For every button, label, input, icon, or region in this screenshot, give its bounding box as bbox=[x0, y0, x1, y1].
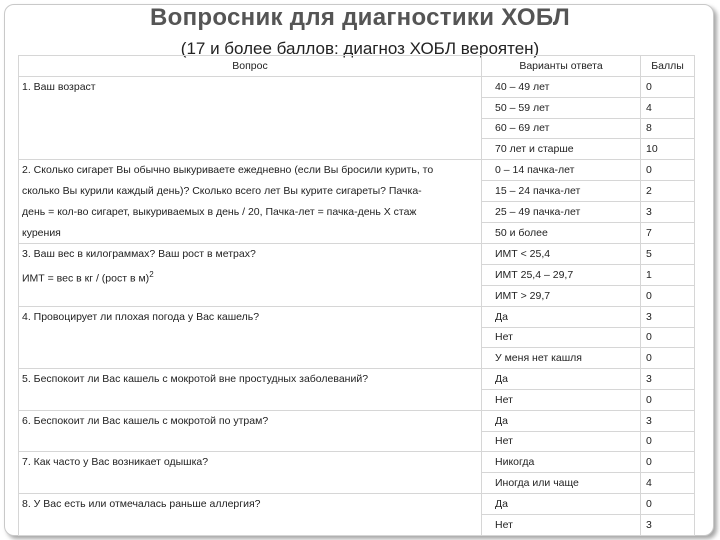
question-cell bbox=[19, 77, 482, 160]
table-row bbox=[19, 410, 695, 431]
header-question: Вопрос bbox=[19, 56, 482, 77]
points-value: 7 bbox=[641, 223, 695, 244]
answer-option: ИМТ 25,4 – 29,7 bbox=[482, 265, 641, 286]
question-text-line: 3. Ваш вес в килограммах? Ваш рост в метрах? bbox=[22, 248, 256, 261]
points-value: 10 bbox=[641, 139, 695, 160]
answer-option: 40 – 49 лет bbox=[482, 77, 641, 98]
points-value: 0 bbox=[641, 348, 695, 369]
answer-option: Иногда или чаще bbox=[482, 473, 641, 494]
questionnaire-table bbox=[18, 55, 695, 536]
points-value: 0 bbox=[641, 327, 695, 348]
points-value: 0 bbox=[641, 285, 695, 306]
question-text-line: сколько Вы курили каждый день)? Сколько всего лет Вы курите сигареты? Пачка- bbox=[22, 184, 422, 197]
points-value: 0 bbox=[641, 389, 695, 410]
points-value: 0 bbox=[641, 160, 695, 181]
answer-option: Нет bbox=[482, 327, 641, 348]
question-text-line: курения bbox=[22, 226, 61, 239]
points-value: 0 bbox=[641, 452, 695, 473]
answer-option: Нет bbox=[482, 389, 641, 410]
question-cell bbox=[19, 244, 482, 306]
answer-option: 70 лет и старше bbox=[482, 139, 641, 160]
table-row bbox=[19, 160, 695, 181]
table-header-row bbox=[19, 56, 695, 77]
points-value: 3 bbox=[641, 514, 695, 535]
table-row bbox=[19, 77, 695, 98]
points-value: 4 bbox=[641, 473, 695, 494]
points-value: 5 bbox=[641, 244, 695, 265]
answer-option: 15 – 24 пачка-лет bbox=[482, 181, 641, 202]
question-text-line: 4. Провоцирует ли плохая погода у Вас кашель? bbox=[22, 310, 260, 323]
points-value: 0 bbox=[641, 431, 695, 452]
question-cell bbox=[19, 410, 482, 452]
answer-option: ИМТ > 29,7 bbox=[482, 285, 641, 306]
answer-option: 50 – 59 лет bbox=[482, 97, 641, 118]
question-cell bbox=[19, 369, 482, 411]
points-value: 3 bbox=[641, 306, 695, 327]
page-title: Вопросник для диагностики ХОБЛ bbox=[150, 4, 570, 31]
answer-option: Нет bbox=[482, 514, 641, 535]
header-answers: Варианты ответа bbox=[482, 56, 641, 77]
question-text-line: день = кол-во сигарет, выкуриваемых в день / 20, Пачка-лет = пачка-день Х стаж bbox=[22, 205, 417, 218]
points-value: 1 bbox=[641, 265, 695, 286]
answer-option: 0 – 14 пачка-лет bbox=[482, 160, 641, 181]
question-text-line: ИМТ = вес в кг / (рост в м)$^2$ bbox=[22, 270, 154, 285]
points-value: 8 bbox=[641, 118, 695, 139]
table-row bbox=[19, 306, 695, 327]
question-text-line: 1. Ваш возраст bbox=[22, 81, 96, 93]
points-value: 0 bbox=[641, 493, 695, 514]
page-subtitle: (17 и более баллов: диагноз ХОБЛ вероятен) bbox=[180, 39, 540, 58]
question-cell bbox=[19, 160, 482, 244]
answer-option: 25 – 49 пачка-лет bbox=[482, 202, 641, 223]
points-value: 0 bbox=[641, 77, 695, 98]
answer-option: Да bbox=[482, 493, 641, 514]
answer-option: Нет bbox=[482, 431, 641, 452]
question-text-line: 8. У Вас есть или отмечалась раньше аллергия? bbox=[22, 497, 261, 510]
table-body bbox=[19, 77, 695, 536]
answer-option: Да bbox=[482, 369, 641, 390]
superscript: 2 bbox=[149, 270, 154, 280]
header-points: Баллы bbox=[641, 56, 695, 77]
question-text-line: 5. Беспокоит ли Вас кашель с мокротой вне простудных заболеваний? bbox=[22, 373, 369, 386]
table-row bbox=[19, 452, 695, 473]
question-text-line: 2. Сколько сигарет Вы обычно выкуриваете ежедневно (если Вы бросили курить, то bbox=[22, 164, 434, 177]
answer-option: ИМТ < 25,4 bbox=[482, 244, 641, 265]
question-cell bbox=[19, 493, 482, 535]
answer-option: Да bbox=[482, 306, 641, 327]
table-row bbox=[19, 244, 695, 265]
points-value: 3 bbox=[641, 410, 695, 431]
answer-option: 50 и более bbox=[482, 223, 641, 244]
points-value: 2 bbox=[641, 181, 695, 202]
points-value: 4 bbox=[641, 97, 695, 118]
answer-option: 60 – 69 лет bbox=[482, 118, 641, 139]
points-value: 3 bbox=[641, 369, 695, 390]
question-cell bbox=[19, 306, 482, 368]
answer-option: Да bbox=[482, 410, 641, 431]
table-row bbox=[19, 369, 695, 390]
table-row bbox=[19, 493, 695, 514]
question-cell bbox=[19, 452, 482, 494]
answer-option: У меня нет кашля bbox=[482, 348, 641, 369]
points-value: 3 bbox=[641, 202, 695, 223]
question-text-line: 7. Как часто у Вас возникает одышка? bbox=[22, 456, 209, 469]
question-text-line: 6. Беспокоит ли Вас кашель с мокротой по утрам? bbox=[22, 414, 269, 427]
answer-option: Никогда bbox=[482, 452, 641, 473]
